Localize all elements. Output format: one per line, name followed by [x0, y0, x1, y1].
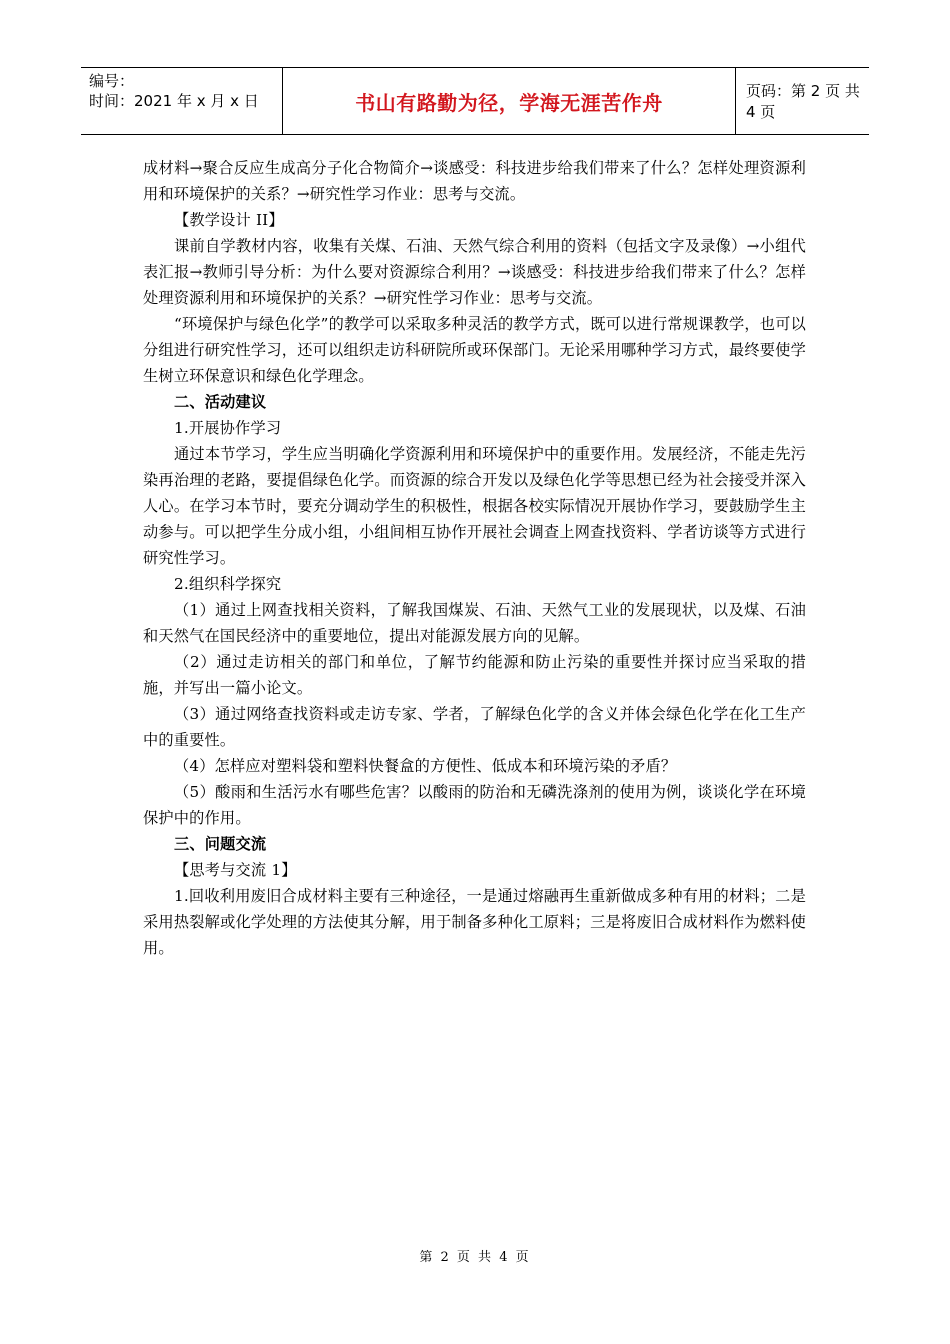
list-item: （3）通过网络查找资料或走访专家、学者，了解绿色化学的含义并体会绿色化学在化工生产中的重要性。: [143, 705, 806, 749]
list-item: （2）通过走访相关的部门和单位，了解节约能源和防止污染的重要性并探讨应当采取的措施，并写出一篇小论文。: [143, 653, 806, 697]
list-item: （4）怎样应对塑料袋和塑料快餐盒的方便性、低成本和环境污染的矛盾？: [174, 757, 677, 775]
subsection-heading: 2.组织科学探究: [174, 575, 282, 593]
paragraph: “环境保护与绿色化学”的教学可以采取多种灵活的教学方式，既可以进行常规课教学，也可以分组进行研究性学习，还可以组织走访科研院所或环保部门。无论采用哪种学习方式，最终要使学生树立环保意识和绿色化学理念。: [143, 315, 806, 385]
list-item: （5）酸雨和生活污水有哪些危害？以酸雨的防治和无磷洗涤剂的使用为例，谈谈化学在环境保护中的作用。: [143, 783, 806, 827]
discussion-heading: 【思考与交流 1】: [174, 861, 297, 879]
list-item: （1）通过上网查找相关资料，了解我国煤炭、石油、天然气工业的发展现状，以及煤、石油和天然气在国民经济中的重要地位，提出对能源发展方向的见解。: [143, 601, 806, 645]
section-heading: 三、问题交流: [174, 835, 267, 853]
paragraph: 课前自学教材内容，收集有关煤、石油、天然气综合利用的资料（包括文字及录像）→小组代表汇报→教师引导分析：为什么要对资源综合利用？→谈感受：科技进步给我们带来了什么？怎样处理资源利用和环境保护的关系？→研究性学习作业：思考与交流。: [143, 237, 806, 307]
paragraph: 1.回收利用废旧合成材料主要有三种途径，一是通过熔融再生重新做成多种有用的材料；二是采用热裂解或化学处理的方法使其分解，用于制备多种化工原料；三是将废旧合成材料作为燃料使用。: [143, 887, 806, 957]
header-page-cell: [736, 68, 869, 134]
page-footer: 第 2 页 共 4 页: [419, 1250, 531, 1265]
header-info-cell: [81, 68, 283, 134]
page-header: [81, 67, 869, 135]
subsection-heading: 1.开展协作学习: [174, 419, 282, 437]
header-motto-cell: [283, 68, 736, 134]
paragraph: 成材料→聚合反应生成高分子化合物简介→谈感受：科技进步给我们带来了什么？怎样处理资源利用和环境保护的关系？→研究性学习作业：思考与交流。: [143, 159, 806, 203]
header-page-code: 页码：第 2 页 共 4 页: [746, 82, 860, 121]
document-number-label: 编号：: [89, 72, 135, 90]
header-motto: 书山有路勤为径，学海无涯苦作舟: [355, 90, 663, 115]
paragraph: 通过本节学习，学生应当明确化学资源利用和环境保护中的重要作用。发展经济，不能走先污染再治理的老路，要提倡绿色化学。而资源的综合开发以及绿色化学等思想已经为社会接受并深入人心。在学习本节时，要充分调动学生的积极性，根据各校实际情况开展协作学习，要鼓励学生主动参与。可以把学生分成小组，小组间相互协作开展社会调查上网查找资料、学者访谈等方式进行研究性学习。: [143, 445, 806, 567]
design-heading: 【教学设计 II】: [174, 211, 284, 229]
document-body: [143, 155, 806, 961]
document-date: 时间：2021 年 x 月 x 日: [89, 92, 259, 110]
section-heading: 二、活动建议: [174, 393, 267, 411]
